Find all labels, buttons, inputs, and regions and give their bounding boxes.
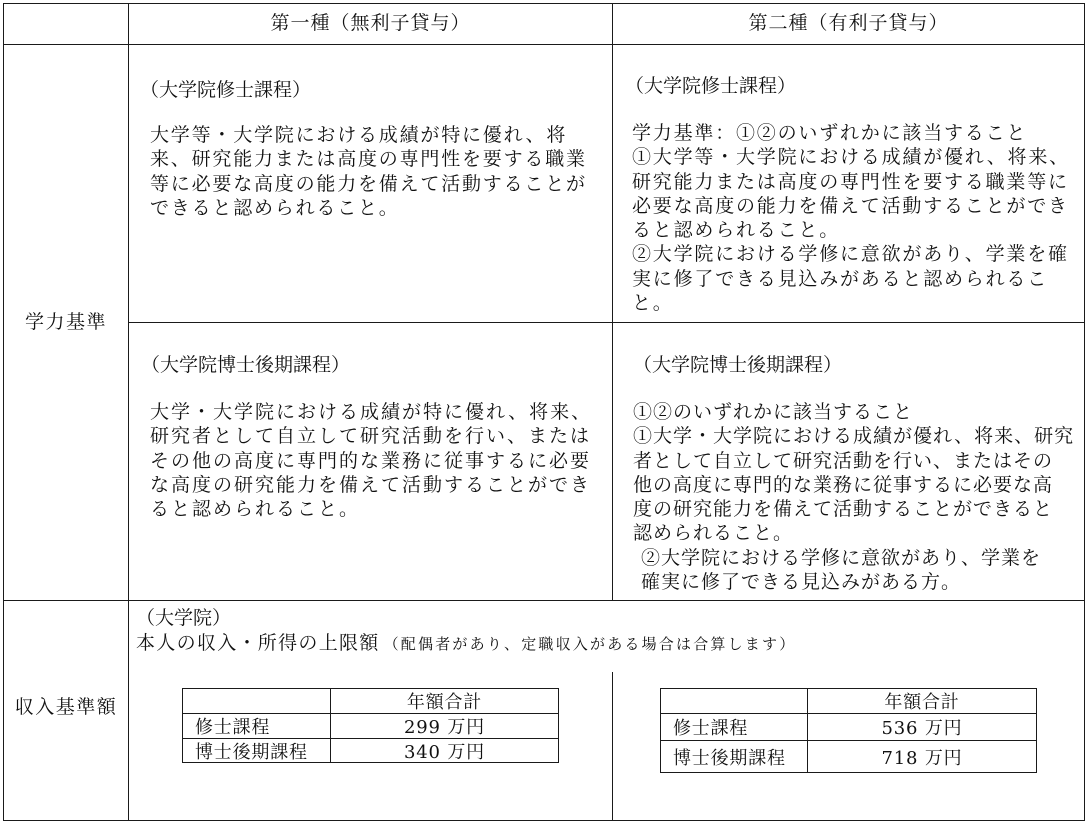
column-header: 年額合計 (331, 689, 559, 714)
requirement-line: ②大学院における学修に意欲があり、学業を (641, 546, 1042, 569)
course-heading-doctoral-type2: （大学院博士後期課程） (633, 354, 843, 376)
income-scope: （大学院） (136, 607, 232, 629)
requirement-line: ①大学等・大学院における成績が優れ、将来、 (632, 146, 1070, 169)
income-note: （配偶者があり、定職収入がある場合は合算します） (383, 635, 797, 653)
income-title: 本人の収入・所得の上限額 (136, 632, 380, 654)
requirement-line: ②大学院における学修に意欲があり、学業を確 (632, 243, 1069, 266)
requirement-line: 来、研究能力または高度の専門性を要する職業 (150, 148, 587, 171)
income-table-type1 (182, 688, 559, 763)
requirement-line: 確実に修了できる見込みがある方。 (641, 571, 962, 594)
row-divider-courses (128, 322, 1085, 323)
requirement-line: できると認められること。 (150, 196, 400, 219)
requirement-line: 者として自立して研究活動を行い、またはその (633, 449, 1054, 472)
requirement-line: 大学・大学院における成績が特に優れ、将来、 (150, 401, 593, 423)
income-title-row (136, 631, 796, 655)
requirement-line: と。 (632, 292, 674, 315)
course-heading-masters-type2: （大学院修士課程） (625, 75, 797, 97)
requirement-doctoral-type1 (150, 400, 592, 521)
column-header: 年額合計 (808, 689, 1037, 714)
amount-cell: 340 万円 (331, 739, 559, 763)
header-type1: 第一種（無利子貸与） (270, 12, 471, 34)
course-cell: 修士課程 (183, 714, 331, 739)
course-cell: 修士課程 (661, 714, 808, 741)
requirement-line: 学力基準：①②のいずれかに該当すること (632, 122, 1028, 144)
requirement-line: 度の研究能力を備えて活動することができると (633, 498, 1054, 521)
requirement-line: ると認められること。 (150, 498, 361, 521)
income-table-type2 (660, 688, 1037, 773)
requirement-line: 大学等・大学院における成績が特に優れ、将 (150, 124, 568, 146)
requirement-line: な高度の研究能力を備えて活動することができ (150, 473, 592, 496)
requirement-line: 等に必要な高度の能力を備えて活動することが (150, 172, 587, 195)
table-corner-cell (661, 689, 808, 714)
amount-cell: 536 万円 (808, 714, 1037, 741)
row-divider-header (3, 44, 1085, 45)
amount-cell: 299 万円 (331, 714, 559, 739)
requirement-line: 認められること。 (633, 522, 794, 545)
academic-standard-label: 学力基準 (24, 311, 107, 333)
requirement-masters-type1 (150, 123, 587, 220)
requirement-line: ①②のいずれかに該当すること (633, 401, 914, 423)
requirement-line: 研究能力または高度の専門性を要する職業等に (632, 170, 1069, 193)
column-divider-types (612, 3, 613, 601)
course-heading-doctoral-type1: （大学院博士後期課程） (141, 354, 351, 376)
requirement-line: 研究者として自立して研究活動を行い、または (150, 425, 592, 448)
requirement-line: 他の高度に専門的な業務に従事するに必要な高 (633, 473, 1054, 496)
course-cell: 博士後期課程 (661, 741, 808, 773)
column-divider-income (612, 672, 613, 821)
header-type2: 第二種（有利子貸与） (748, 12, 949, 34)
requirement-line: ①大学・大学院における成績が優れ、将来、研究 (633, 425, 1075, 448)
requirement-masters-type2 (632, 121, 1070, 315)
course-cell: 博士後期課程 (183, 739, 331, 763)
requirement-doctoral-type2 (633, 400, 1074, 594)
row-divider-income (3, 600, 1085, 601)
amount-cell: 718 万円 (808, 741, 1037, 773)
course-heading-masters-type1: （大学院修士課程） (140, 79, 312, 101)
column-divider-label (128, 3, 129, 821)
requirement-line: その他の高度に専門的な業務に従事するに必要 (150, 449, 592, 472)
requirement-line: ると認められること。 (632, 219, 841, 242)
requirement-line: 実に修了できる見込みがあると認められるこ (632, 267, 1049, 290)
requirement-line: 必要な高度の能力を備えて活動することができ (632, 194, 1069, 217)
income-standard-label: 収入基準額 (14, 696, 118, 718)
table-corner-cell (183, 689, 331, 714)
